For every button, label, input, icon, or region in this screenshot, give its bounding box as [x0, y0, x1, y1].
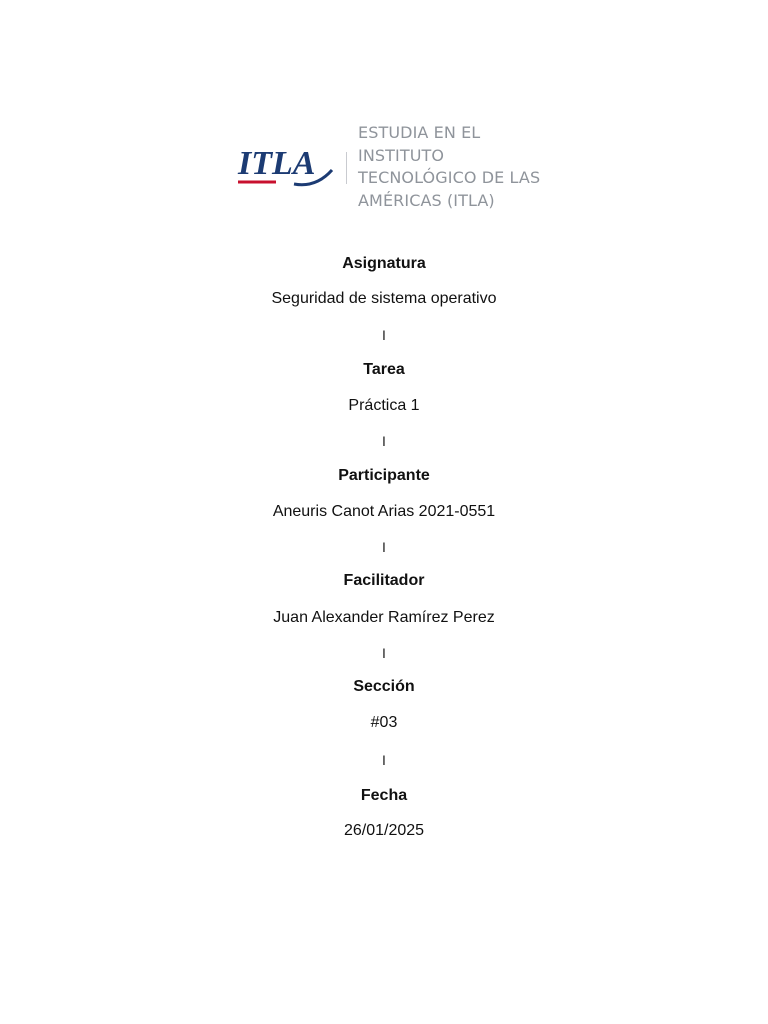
logo-line: AMÉRICAS (ITLA): [358, 190, 495, 210]
field-label-facilitador: Facilitador: [343, 572, 425, 589]
separator: I: [382, 752, 386, 768]
field-label-participante: Participante: [338, 467, 430, 484]
itla-logo-mark: [236, 144, 336, 196]
field-label-fecha: Fecha: [360, 787, 408, 804]
svg-text:ITLA: ITLA: [238, 145, 316, 182]
field-value-asignatura: Seguridad de sistema operativo: [271, 290, 497, 307]
logo-line: INSTITUTO: [358, 145, 445, 165]
field-value-facilitador: Juan Alexander Ramírez Perez: [273, 609, 495, 626]
field-value-seccion: #03: [370, 714, 398, 731]
logo-divider: [346, 152, 347, 184]
field-value-fecha: 26/01/2025: [343, 822, 425, 839]
separator: I: [382, 327, 386, 343]
field-value-tarea: Práctica 1: [348, 397, 420, 414]
separator: I: [382, 645, 386, 661]
separator: I: [382, 433, 386, 449]
logo-line: ESTUDIA EN EL: [358, 123, 481, 142]
itla-logo: [236, 118, 556, 218]
logo-tagline: [358, 122, 558, 212]
field-label-seccion: Sección: [353, 678, 415, 695]
field-label-asignatura: Asignatura: [342, 255, 426, 272]
separator: I: [382, 539, 386, 555]
field-label-tarea: Tarea: [363, 361, 405, 378]
logo-line: TECNOLÓGICO DE LAS: [358, 168, 541, 187]
field-value-participante: Aneuris Canot Arias 2021-0551: [272, 503, 496, 520]
